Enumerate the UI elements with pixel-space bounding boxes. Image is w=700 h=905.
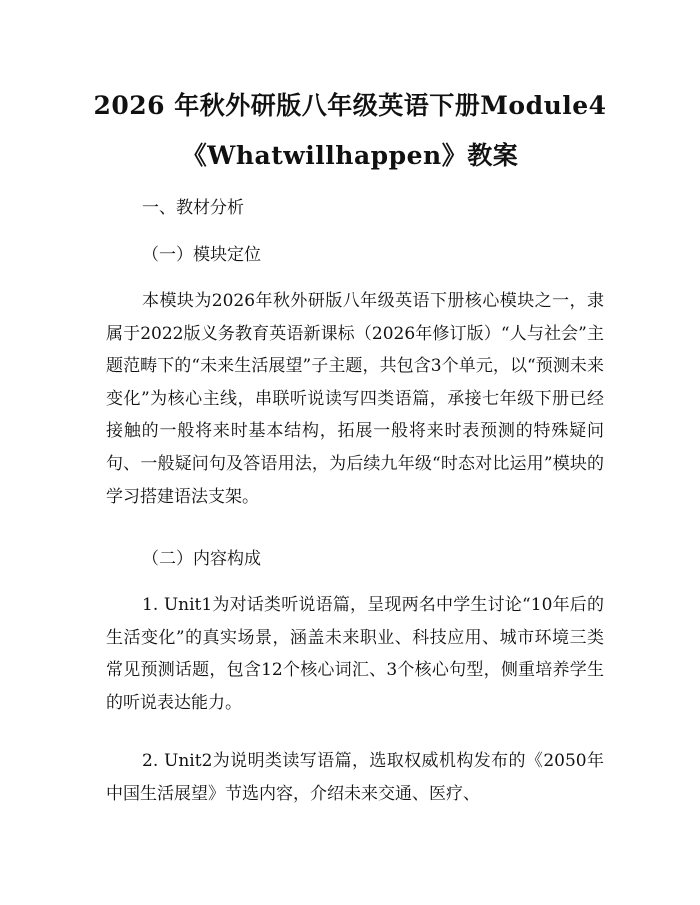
document-title-line-2: 《Whatwillhappen》教案 [181,141,519,170]
section-heading-teaching-material-analysis: 一、教材分析 [142,198,244,218]
document-title-line-1: 2026 年秋外研版八年级英语下册Module4 [93,91,607,120]
paragraph-unit1-description: 1. Unit1为对话类听说语篇，呈现两名中学生讨论“10年后的生活变化”的真实场景，涵盖未来职业、科技应用、城市环境三类常见预测话题，包含12个核心词汇、3个核心句型，侧重培养学生的听说表达能力。 [106,595,604,713]
paragraph-module-positioning: 本模块为2026年秋外研版八年级英语下册核心模块之一，隶属于2022版义务教育英语新课标（2026年修订版）“人与社会”主题范畴下的“未来生活展望”子主题，共包含3个单元，以“预测未来变化”为核心主线，串联听说读写四类语篇，承接七年级下册已经接触的一般将来时基本结构，拓展一般将来时表预测的特殊疑问句、一般疑问句及答语用法，为后续九年级“时态对比运用”模块的学习搭建语法支架。 [106,291,604,507]
subsection-heading-content-composition: （二）内容构成 [142,549,261,569]
subsection-heading-module-positioning: （一）模块定位 [142,245,261,265]
paragraph-unit2-description: 2. Unit2为说明类读写语篇，选取权威机构发布的《2050年中国生活展望》节选内容，介绍未来交通、医疗、 [106,751,604,804]
